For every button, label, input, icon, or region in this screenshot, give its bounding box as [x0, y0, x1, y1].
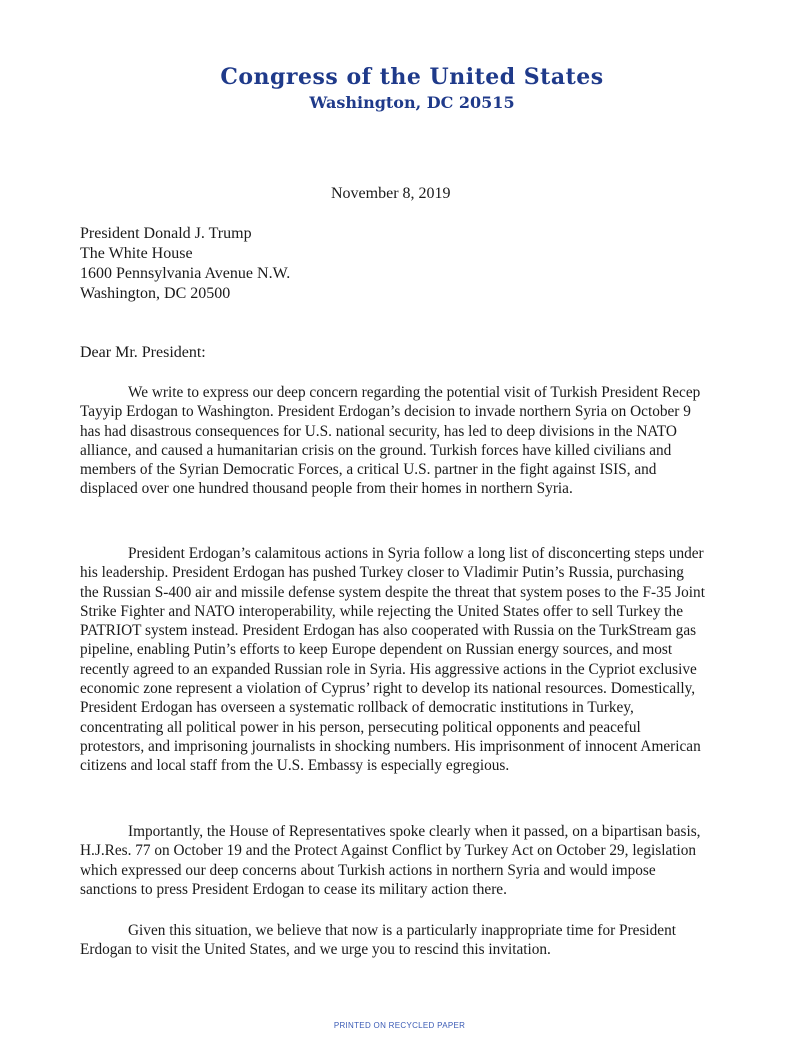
- letterhead: [0, 62, 799, 114]
- body-paragraph-1: We write to express our deep concern regarding the potential visit of Turkish President Recep Tayyip Erdogan to Washington. President Erdogan’s decision to invade northern Syria on October 9 has had disastrous consequences for U.S. national security, has led to deep divisions in the NATO alliance, and caused a humanitarian crisis on the ground. Turkish forces have killed civilians and members of the Syrian Democratic Forces, a critical U.S. partner in the fight against ISIS, and displaced over one hundred thousand people from their homes in northern Syria.: [80, 384, 701, 498]
- body-paragraph-3: Importantly, the House of Representatives spoke clearly when it passed, on a bipartisan basis, H.J.Res. 77 on October 19 and the Protect Against Conflict by Turkey Act on October 29, legislation which expressed our deep concerns about Turkish actions in northern Syria and would impose sanctions to press President Erdogan to cease its military action there.: [80, 823, 701, 898]
- body-paragraph-4: Given this situation, we believe that now is a particularly inappropriate time for President Erdogan to visit the United States, and we urge you to rescind this invitation.: [80, 922, 676, 959]
- letterhead-title: Congress of the United States: [220, 64, 604, 90]
- recipient-name: President Donald J. Trump: [80, 225, 252, 242]
- recipient-office: The White House: [80, 245, 193, 262]
- recipient-city: Washington, DC 20500: [80, 285, 231, 302]
- body-paragraph-2: President Erdogan’s calamitous actions in Syria follow a long list of disconcerting steps under his leadership. President Erdogan has pushed Turkey closer to Vladimir Putin’s Russia, purchasing the Russian S-400 air and missile defense system despite the threat that system poses to the F-35 Joint Strike Fighter and NATO interoperability, while rejecting the United States offer to sell Turkey the PATRIOT system instead. President Erdogan has also cooperated with Russia on the TurkStream gas pipeline, enabling Putin’s efforts to keep Europe dependent on Russian energy sources, and most recently agreed to an expanded Russian role in Syria. His aggressive actions in the Cypriot exclusive economic zone represent a violation of Cyprus’ right to develop its national resources. Domestically, President Erdogan has overseen a systematic rollback of democratic institutions in Turkey, concentrating all political power in his person, persecuting political opponents and peaceful protestors, and imprisoning journalists in shocking numbers. His imprisonment of innocent American citizens and local staff from the U.S. Embassy is especially egregious.: [80, 545, 705, 775]
- salutation: Dear Mr. President:: [80, 344, 206, 361]
- recipient-address: [80, 224, 290, 304]
- recycled-paper-footer: PRINTED ON RECYCLED PAPER: [333, 1021, 466, 1030]
- recipient-street: 1600 Pennsylvania Avenue N.W.: [80, 265, 291, 282]
- letterhead-subtitle: Washington, DC 20515: [309, 93, 515, 112]
- letter-date: November 8, 2019: [331, 185, 451, 202]
